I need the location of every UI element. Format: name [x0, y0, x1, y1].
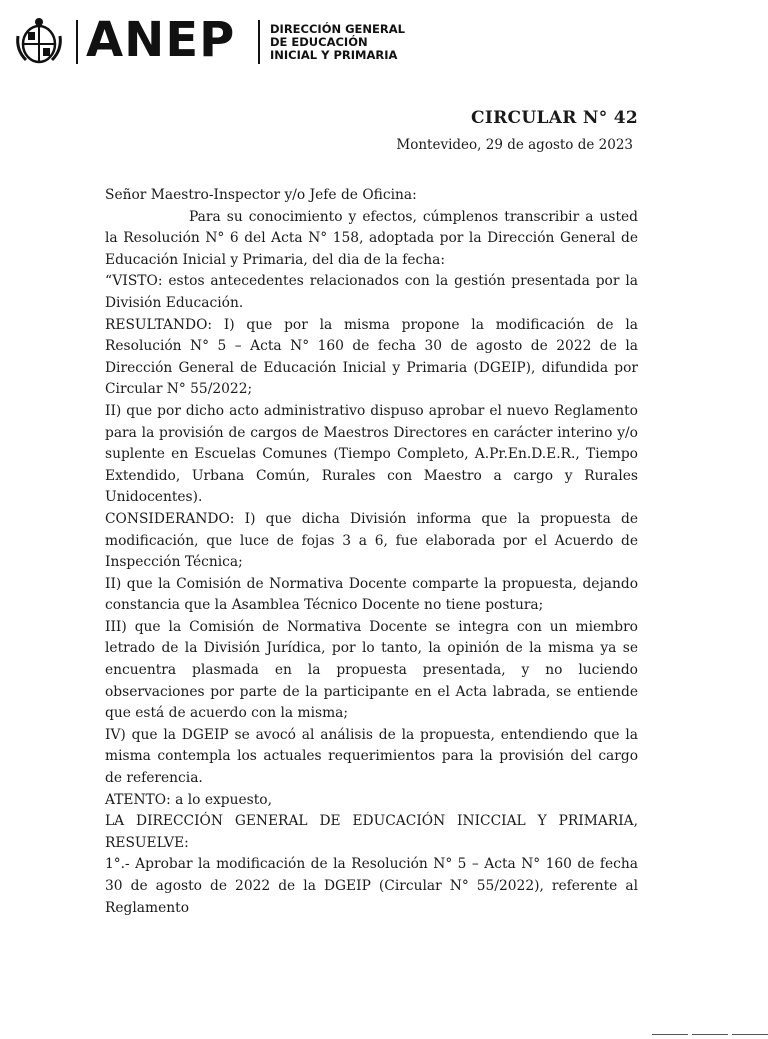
department-line: DE EDUCACIÓN	[270, 35, 368, 49]
atento-paragraph: ATENTO: a lo expuesto,	[105, 791, 272, 808]
footer-rule	[648, 1020, 768, 1039]
department-line: INICIAL Y PRIMARIA	[270, 48, 398, 62]
resultando-paragraph: RESULTANDO: I) que por la misma propone la modificación de la Resolución N° 5 – Acta N° 160 de fecha 30 de agosto de 2022 de la Dirección General de Educación Inicial y Primaria (DGEIP), difundida por Circular N° 55/2022;	[105, 316, 638, 398]
resultando-paragraph: II) que por dicho acto administrativo dispuso aprobar el nuevo Reglamento para la provisión de cargos de Maestros Directores en carácter interino y/o suplente en Escuelas Comunes (Tiempo Completo, A.Pr.En.D.E.R., Tiempo Extendido, Urbana Común, Rurales con Maestro a cargo y Rurales Unidocentes).	[105, 402, 638, 506]
salutation: Señor Maestro-Inspector y/o Jefe de Oficina:	[105, 187, 417, 203]
resolution-item: 1°.- Aprobar la modificación de la Resolución N° 5 – Acta N° 160 de fecha 30 de agosto de 2022 de la DGEIP (Circular N° 55/2022), referente al Reglamento	[105, 856, 638, 916]
considerando-paragraph: IV) que la DGEIP se avocó al análisis de la propuesta, entendiendo que la misma contempla los actuales requerimientos para la provisión del cargo de referencia.	[105, 726, 638, 787]
letterhead	[14, 14, 414, 70]
department-line: DIRECCIÓN GENERAL	[270, 22, 405, 36]
visto-paragraph: “VISTO: estos antecedentes relacionados con la gestión presentada por la División Educación.	[105, 273, 638, 311]
resuelve-heading: RESUELVE:	[105, 834, 189, 851]
resolving-body: LA DIRECCIÓN GENERAL DE EDUCACIÓN INICCIAL Y PRIMARIA,	[105, 813, 638, 830]
circular-title: CIRCULAR N° 42	[471, 108, 638, 128]
considerando-paragraph: III) que la Comisión de Normativa Docente se integra con un miembro letrado de la División Jurídica, por lo tanto, la opinión de la misma ya se encuentra plasmada en la propuesta presentada, y no luciendo observaciones por parte de la participante en el Acta labrada, se entiende que está de acuerdo con la misma;	[105, 618, 638, 722]
department-name	[270, 23, 405, 62]
uruguay-coat-of-arms-icon	[14, 16, 64, 66]
header-divider	[76, 20, 78, 64]
intro-paragraph: Para su conocimiento y efectos, cúmplenos transcribir a usted la Resolución N° 6 del Acta N° 158, adoptada por la Dirección General de Educación Inicial y Primaria, del dia de la fecha:	[105, 208, 638, 268]
considerando-paragraph: II) que la Comisión de Normativa Docente comparte la propuesta, dejando constancia que la Asamblea Técnico Docente no tiene postura;	[105, 575, 638, 614]
document-body	[105, 185, 638, 919]
circular-date: Montevideo, 29 de agosto de 2023	[396, 137, 633, 153]
anep-logo-text: ANEP	[86, 12, 236, 68]
header-divider	[258, 20, 260, 64]
considerando-paragraph: CONSIDERANDO: I) que dicha División informa que la propuesta de modificación, que luce de fojas 3 a 6, fue elaborada por el Acuerdo de Inspección Técnica;	[105, 510, 638, 571]
